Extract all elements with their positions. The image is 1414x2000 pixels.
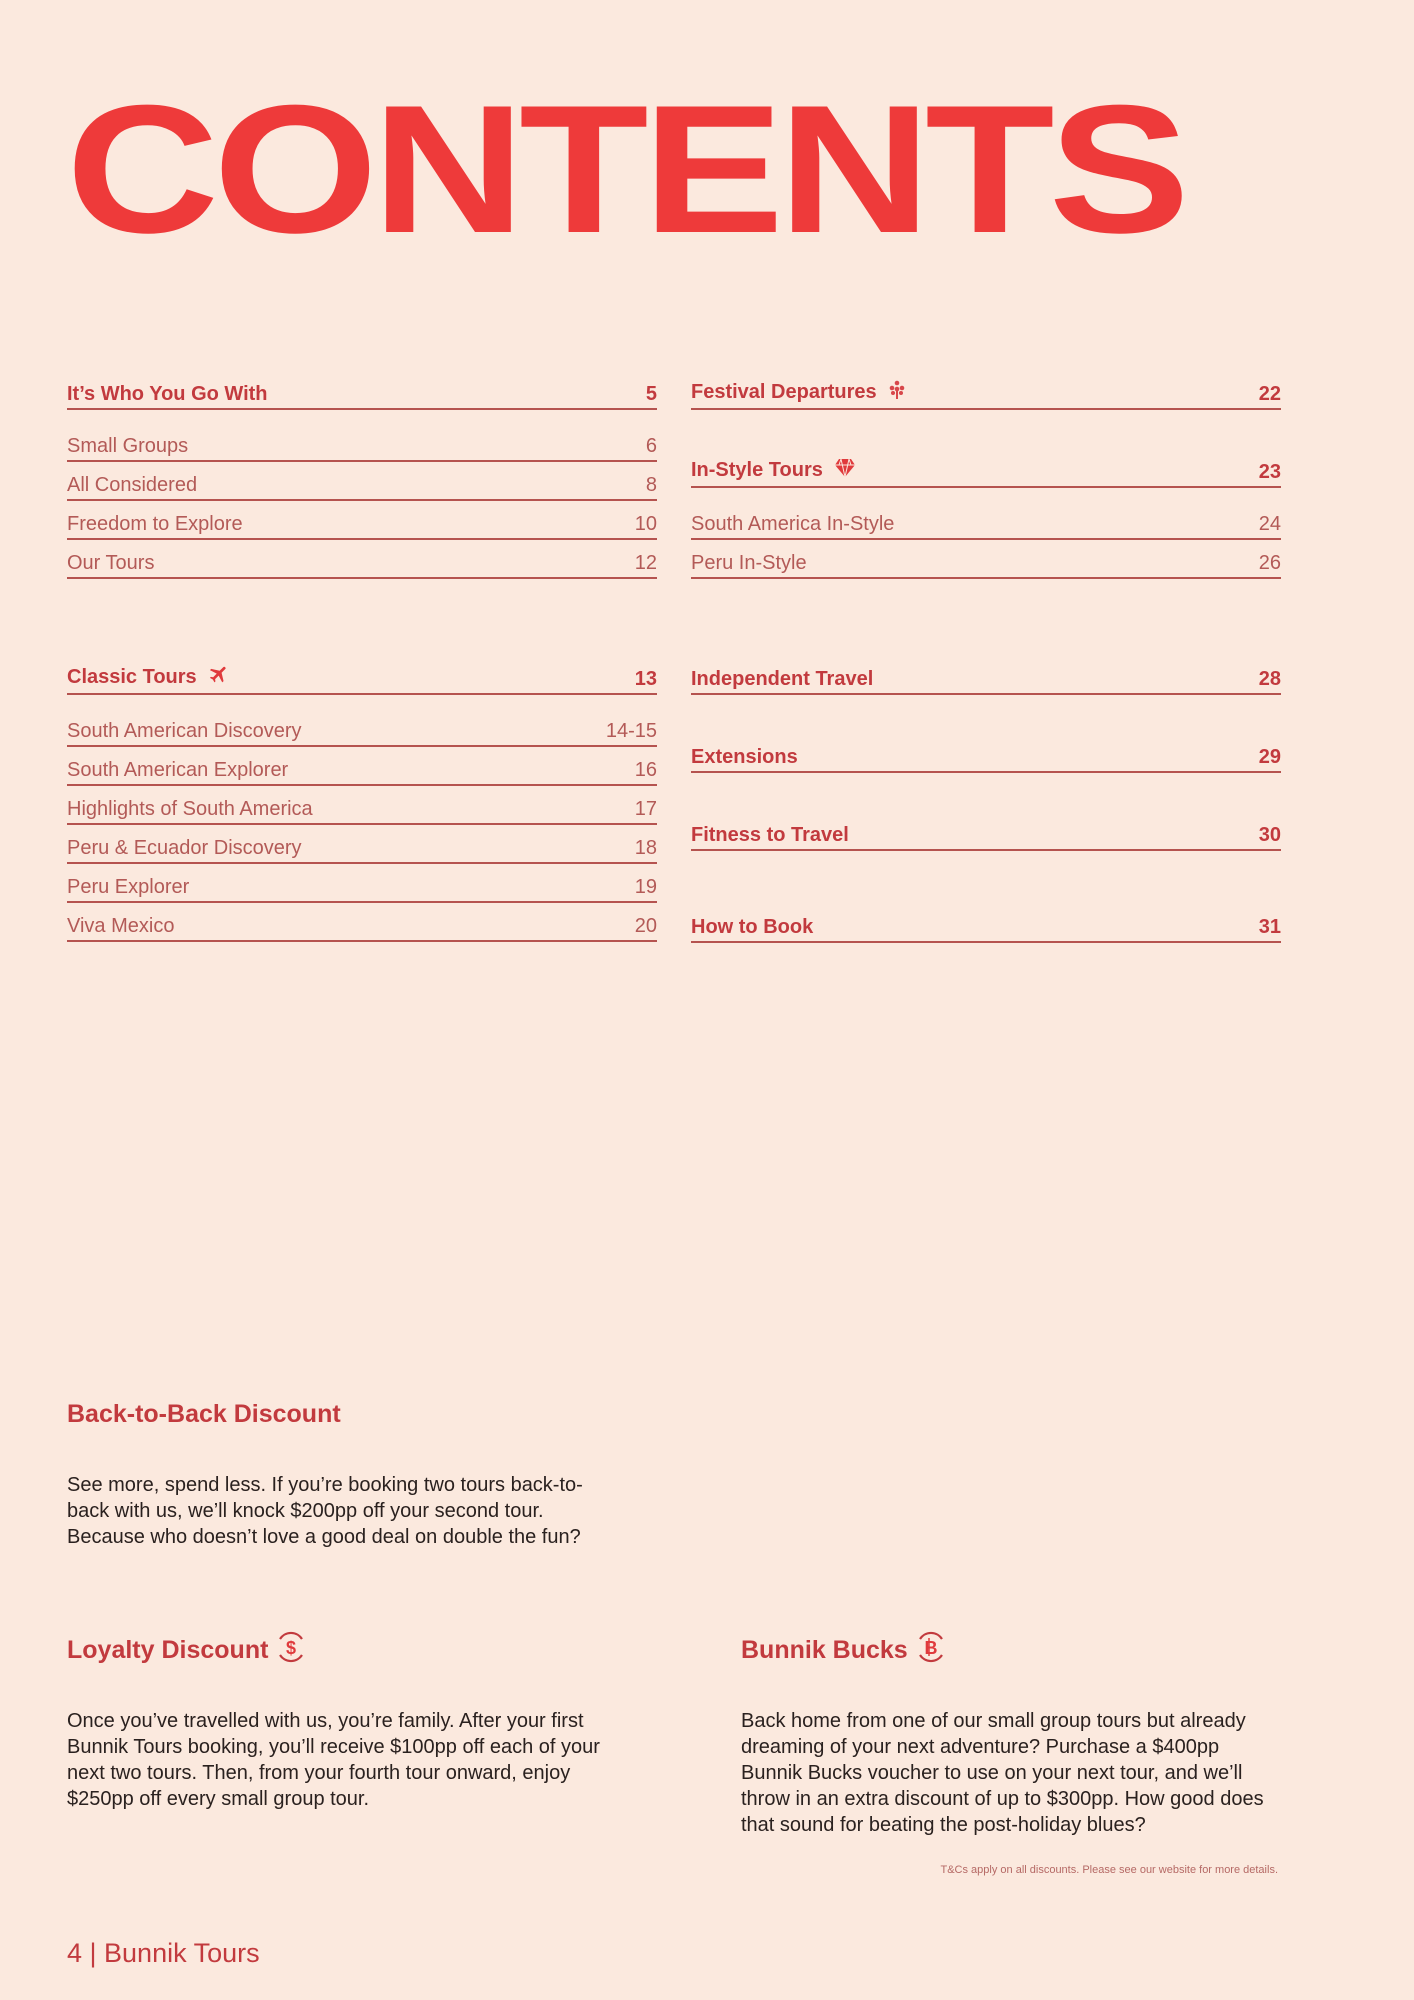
toc-page-number: 14-15 <box>605 720 657 742</box>
toc-item-label: All Considered <box>67 474 198 496</box>
toc-item-freedom-to-explore[interactable] <box>67 510 657 540</box>
toc-heading-independent-travel[interactable] <box>691 665 1281 695</box>
toc-item-label: Highlights of South America <box>67 798 313 820</box>
toc-item-label: South America In-Style <box>691 513 895 535</box>
toc-heading-fitness-to-travel[interactable] <box>691 821 1281 851</box>
toc-heading-label: Fitness to Travel <box>691 824 849 846</box>
toc-item-small-groups[interactable] <box>67 432 657 462</box>
toc-item-peru-ecuador-discovery[interactable] <box>67 834 657 864</box>
toc-page-number: 10 <box>634 513 657 535</box>
toc-item-label: Small Groups <box>67 435 189 457</box>
toc-page-number: 6 <box>645 435 657 457</box>
dollar-coin-icon <box>274 1629 308 1672</box>
toc-item-all-considered[interactable] <box>67 471 657 501</box>
toc-page-number: 30 <box>1258 824 1281 846</box>
toc-heading-extensions[interactable] <box>691 743 1281 773</box>
toc-item-peru-explorer[interactable] <box>67 873 657 903</box>
toc-heading-label: It’s Who You Go With <box>67 383 268 405</box>
toc-heading-label: Classic Tours <box>67 666 197 688</box>
offer-title: Bunnik Bucks <box>741 1635 908 1664</box>
svg-text:$: $ <box>286 1637 297 1658</box>
toc-item-south-american-explorer[interactable] <box>67 756 657 786</box>
fleur-icon <box>888 380 906 406</box>
airplane-icon <box>208 663 230 691</box>
toc-heading-label: Extensions <box>691 746 798 768</box>
offer-loyalty <box>67 1632 627 1812</box>
toc-item-label: Freedom to Explore <box>67 513 243 535</box>
toc-item-label: Peru Explorer <box>67 876 190 898</box>
toc-heading-label: Independent Travel <box>691 668 874 690</box>
toc-item-south-america-in-style[interactable] <box>691 510 1281 540</box>
toc-page-number: 19 <box>634 876 657 898</box>
toc-page-number: 16 <box>634 759 657 781</box>
toc-item-viva-mexico[interactable] <box>67 912 657 942</box>
toc-page-number: 20 <box>634 915 657 937</box>
terms-note: T&Cs apply on all discounts. Please see our website for more details. <box>940 1864 1278 1876</box>
diamond-icon <box>834 458 856 484</box>
toc-page-number: 8 <box>645 474 657 496</box>
toc-page-number: 28 <box>1258 668 1281 690</box>
toc-page-number: 18 <box>634 837 657 859</box>
offer-bunnik-bucks <box>741 1632 1281 1838</box>
toc-page-number: 12 <box>634 552 657 574</box>
toc-heading-its-who-you-go-with[interactable] <box>67 380 657 410</box>
toc-left-column <box>67 380 657 942</box>
offer-body: See more, spend less. If you’re booking two tours back-to-back with us, we’ll knock $200pp off your second tour. Because who doesn’t love a good deal on double the fun? <box>67 1474 583 1548</box>
toc-heading-label: Festival Departures <box>691 381 877 403</box>
offer-heading <box>67 1632 627 1668</box>
page-footer: 4 | Bunnik Tours <box>67 1938 260 1968</box>
toc-page-number: 24 <box>1258 513 1281 535</box>
bunnik-coin-icon <box>914 1629 948 1672</box>
toc-heading-how-to-book[interactable] <box>691 913 1281 943</box>
svg-text:B: B <box>924 1637 938 1658</box>
offer-heading <box>741 1632 1281 1668</box>
toc-item-highlights-of-south-america[interactable] <box>67 795 657 825</box>
toc-item-label: Viva Mexico <box>67 915 175 937</box>
toc-item-south-american-discovery[interactable] <box>67 717 657 747</box>
toc-page-number: 13 <box>634 668 657 690</box>
offer-body: Back home from one of our small group tours but already dreaming of your next adventure? Purchase a $400pp Bunnik Bucks voucher to use on your next tour, and we’ll throw in an extra discount of up to $300pp. How good does that sound for beating the post-holiday blues? <box>741 1710 1264 1836</box>
page-title: CONTENTS <box>66 66 1184 271</box>
toc-heading-label: In-Style Tours <box>691 459 823 481</box>
toc-heading-in-style-tours[interactable] <box>691 458 1281 488</box>
toc-heading-label: How to Book <box>691 916 814 938</box>
offer-back-to-back <box>67 1396 587 1550</box>
offer-title: Back-to-Back Discount <box>67 1399 341 1428</box>
toc-heading-classic-tours[interactable] <box>67 665 657 695</box>
toc-page-number: 5 <box>645 383 657 405</box>
toc-page-number: 23 <box>1258 461 1281 483</box>
toc-page-number: 26 <box>1258 552 1281 574</box>
offer-body: Once you’ve travelled with us, you’re family. After your first Bunnik Tours booking, you’ll receive $100pp off each of your next two tours. Then, from your fourth tour onward, enjoy $250pp off every small group tour. <box>67 1710 600 1810</box>
toc-page-number: 31 <box>1258 916 1281 938</box>
toc-item-label: South American Explorer <box>67 759 289 781</box>
toc-page-number: 29 <box>1258 746 1281 768</box>
toc-item-label: Peru In-Style <box>691 552 807 574</box>
toc-item-label: Peru & Ecuador Discovery <box>67 837 302 859</box>
toc-item-label: Our Tours <box>67 552 155 574</box>
toc-item-peru-in-style[interactable] <box>691 549 1281 579</box>
toc-heading-festival-departures[interactable] <box>691 380 1281 410</box>
toc-right-column <box>691 380 1281 943</box>
toc-item-our-tours[interactable] <box>67 549 657 579</box>
toc-page-number: 17 <box>634 798 657 820</box>
offer-title: Loyalty Discount <box>67 1635 269 1664</box>
toc-item-label: South American Discovery <box>67 720 302 742</box>
toc-page-number: 22 <box>1258 383 1281 405</box>
